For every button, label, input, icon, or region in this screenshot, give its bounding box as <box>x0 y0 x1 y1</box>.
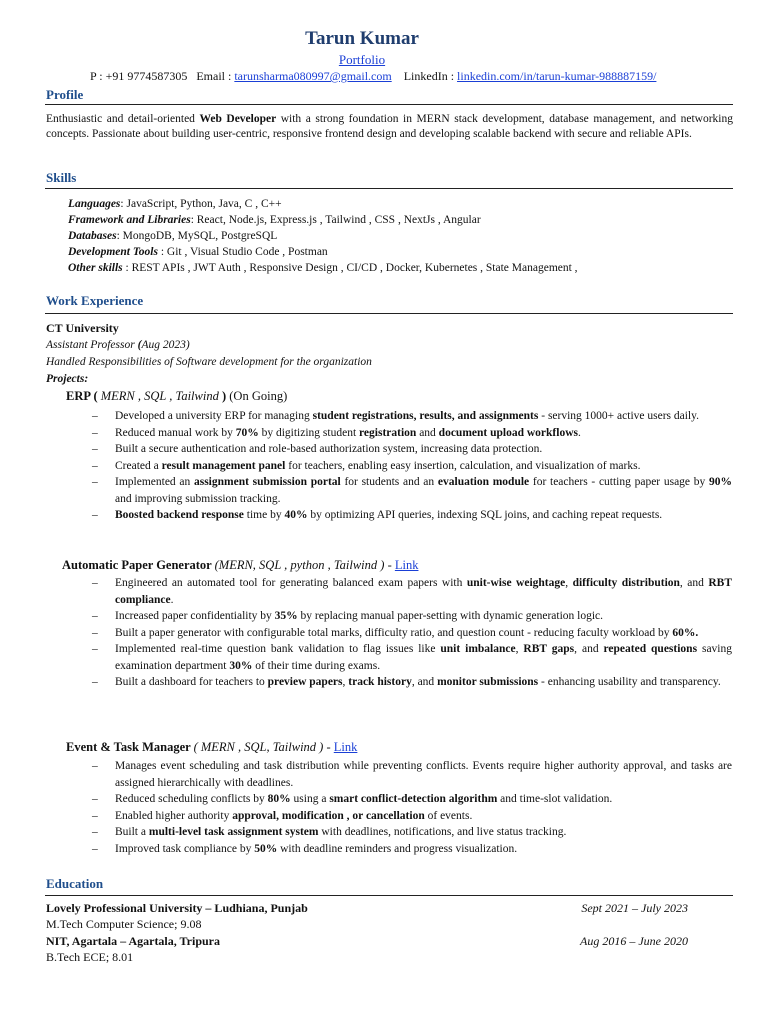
project-bullet: – Built a paper generator with configurable total marks, difficulty ratio, and question count - reducing faculty workload by 60%. <box>92 625 732 642</box>
projects-label: Projects: <box>46 373 89 385</box>
project-bullet: – Implemented an assignment submission portal for students and an evaluation module for teachers - cutting paper usage by 90% and improving submission tracking. <box>92 474 732 507</box>
education-entry <box>46 900 688 932</box>
project-title-erp: ERP ( MERN , SQL , Tailwind ) (On Going) <box>66 389 288 403</box>
project-bullet: – Developed a university ERP for managing student registrations, results, and assignments - serving 1000+ active users daily. <box>92 408 732 425</box>
project-bullet: – Built a multi-level task assignment system with deadlines, notifications, and live status tracking. <box>92 824 732 841</box>
project-bullets-event-task-manager <box>92 758 732 857</box>
skills-list <box>68 196 578 276</box>
project-bullets-erp <box>92 408 732 524</box>
project-bullet: – Built a secure authentication and role-based authorization system, increasing data protection. <box>92 441 732 458</box>
education-degree: B.Tech ECE; 8.01 <box>46 950 134 964</box>
skill-category: Development Tools <box>68 246 161 258</box>
project-bullets-paper-generator <box>92 575 732 691</box>
email-label: Email : <box>196 69 232 83</box>
skill-category: Databases <box>68 230 117 242</box>
skill-row: Development Tools : Git , Visual Studio Code , Postman <box>68 246 328 258</box>
project-bullet: – Reduced manual work by 70% by digitizing student registration and document upload workflows. <box>92 425 732 442</box>
work-divider <box>45 313 733 314</box>
portfolio-link[interactable]: Portfolio <box>338 52 386 67</box>
skill-row: Languages: JavaScript, Python, Java, C , C++ <box>68 198 282 210</box>
skill-category: Framework and Libraries <box>68 214 191 226</box>
event-task-manager-link[interactable]: Link <box>333 740 358 754</box>
paper-generator-link[interactable]: Link <box>394 558 419 572</box>
candidate-name: Tarun Kumar <box>305 28 419 49</box>
contact-line <box>90 69 656 84</box>
education-school: Lovely Professional University – Ludhiana, Punjab <box>46 901 308 915</box>
linkedin-label: LinkedIn : <box>403 69 455 83</box>
education-date: Aug 2016 – June 2020 <box>580 934 688 948</box>
email-link[interactable]: tarunsharma080997@gmail.com <box>234 69 392 83</box>
phone-text: P : +91 9774587305 <box>90 69 188 83</box>
linkedin-link[interactable]: linkedin.com/in/tarun-kumar-988887159/ <box>457 69 657 83</box>
skill-values: React, Node.js, Express.js , Tailwind , CSS , NextJs , Angular <box>196 214 481 226</box>
skill-values: MongoDB, MySQL, PostgreSQL <box>122 230 278 242</box>
project-bullet: – Implemented real-time question bank validation to flag issues like unit imbalance, RBT gaps, and repeated questions saving examination department 30% of their time during exams. <box>92 641 732 674</box>
education-date: Sept 2021 – July 2023 <box>581 901 688 915</box>
skill-values: REST APIs , JWT Auth , Responsive Design , CI/CD , Docker, Kubernetes , State Management , <box>131 262 578 274</box>
education-divider <box>45 895 733 896</box>
work-heading: Work Experience <box>46 293 144 308</box>
profile-divider <box>45 104 733 105</box>
project-title-paper-generator: Automatic Paper Generator (MERN, SQL , python , Tailwind ) - Link <box>62 558 419 572</box>
work-org-block <box>46 320 372 388</box>
project-bullet: – Engineered an automated tool for generating balanced exam papers with unit-wise weightage, difficulty distribution, and RBT compliance. <box>92 575 732 608</box>
project-bullet: – Enabled higher authority approval, modification , or cancellation of events. <box>92 808 732 825</box>
profile-heading: Profile <box>46 87 84 102</box>
project-bullet: – Increased paper confidentiality by 35% by replacing manual paper-setting with dynamic generation logic. <box>92 608 732 625</box>
skill-category: Languages <box>68 198 121 210</box>
work-org: CT University <box>46 321 119 335</box>
education-heading: Education <box>46 876 104 891</box>
skill-row: Other skills : REST APIs , JWT Auth , Responsive Design , CI/CD , Docker, Kubernetes , State Management , <box>68 262 578 274</box>
education-degree: M.Tech Computer Science; 9.08 <box>46 917 202 931</box>
skill-values: JavaScript, Python, Java, C , C++ <box>126 198 282 210</box>
skill-row: Framework and Libraries: React, Node.js, Express.js , Tailwind , CSS , NextJs , Angular <box>68 214 481 226</box>
project-title-event-task-manager: Event & Task Manager ( MERN , SQL, Tailwind ) - Link <box>66 740 358 754</box>
education-school: NIT, Agartala – Agartala, Tripura <box>46 934 220 948</box>
project-bullet: – Boosted backend response time by 40% by optimizing API queries, indexing SQL joins, and caching repeat requests. <box>92 507 732 524</box>
skill-values: Git , Visual Studio Code , Postman <box>166 246 328 258</box>
profile-summary: Enthusiastic and detail-oriented Web Developer with a strong foundation in MERN stack development, database management, and networking concepts. Passionate about building user-centric, responsive frontend design and developing scalable backend with secure and reliable APIs. <box>46 113 733 140</box>
skills-heading: Skills <box>46 170 77 185</box>
work-role: Assistant Professor (Aug 2023) <box>46 339 190 351</box>
project-bullet: – Created a result management panel for teachers, enabling easy insertion, calculation, and visualization of marks. <box>92 458 732 475</box>
education-entry <box>46 933 688 965</box>
project-bullet: – Reduced scheduling conflicts by 80% using a smart conflict-detection algorithm and time-slot validation. <box>92 791 732 808</box>
project-bullet: – Improved task compliance by 50% with deadline reminders and progress visualization. <box>92 841 732 858</box>
skill-category: Other skills <box>68 262 126 274</box>
skills-divider <box>45 188 733 189</box>
work-description: Handled Responsibilities of Software development for the organization <box>46 356 372 368</box>
project-bullet: – Manages event scheduling and task distribution while preventing conflicts. Events require higher authority approval, and tasks are assigned hierarchically with deadlines. <box>92 758 732 791</box>
project-bullet: – Built a dashboard for teachers to preview papers, track history, and monitor submissions - enhancing usability and transparency. <box>92 674 732 691</box>
skill-row: Databases: MongoDB, MySQL, PostgreSQL <box>68 230 278 242</box>
